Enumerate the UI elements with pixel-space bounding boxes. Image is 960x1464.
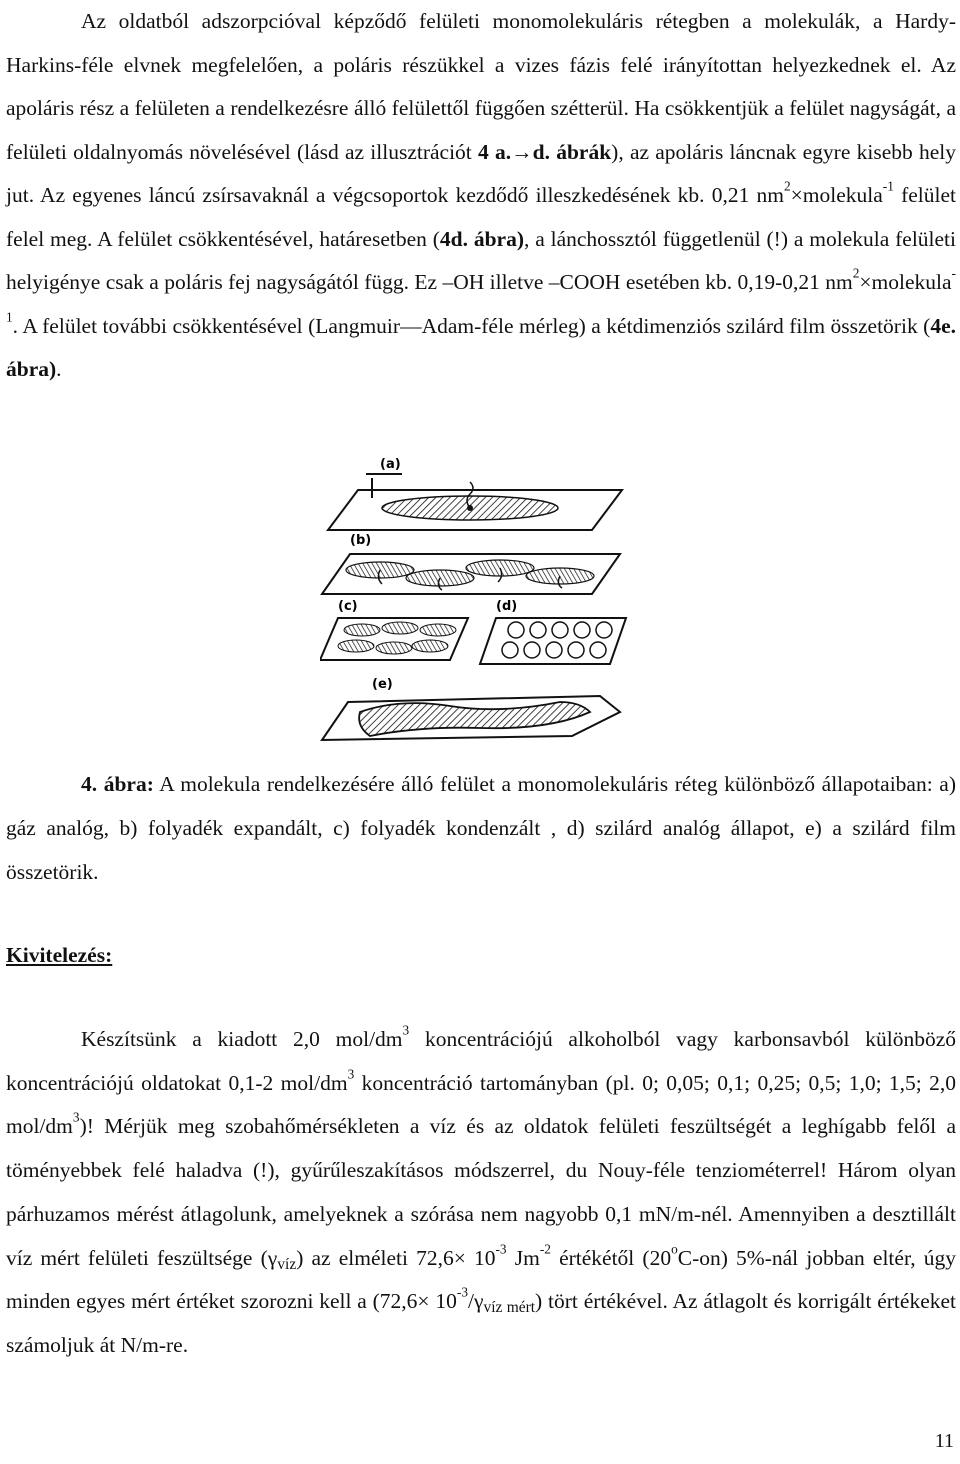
text-run: koncentráció tartományban (pl. 0; 0,05; 0,1; 0,25; 0,5; 1,0; 1,5; 2,0 mol/dm — [6, 1070, 957, 1139]
caption-label: 4. ábra: — [81, 772, 154, 796]
panel-d — [480, 599, 626, 664]
panel-label-c: (c) — [338, 599, 358, 614]
figure-caption — [6, 762, 956, 894]
superscript: -1 — [6, 265, 956, 325]
text-run: . A felület további csökkentésével (Langmuir—Adam-féle mérleg) a kétdimenziós szilárd film összetörik ( — [12, 313, 931, 338]
text-run: ) az elméleti 72,6× 10 — [296, 1245, 496, 1270]
page-number: 11 — [934, 1430, 954, 1452]
panel-a — [328, 457, 622, 530]
text-run: C-on) 5%-nál jobban eltér, úgy minden egyes mért értéket szorozni kell a (72,6× 10 — [6, 1245, 957, 1314]
superscript: -1 — [882, 178, 894, 194]
panel-label-b: (b) — [350, 533, 372, 548]
panel-e — [322, 677, 620, 740]
figure-reference: 4e. ábra) — [6, 313, 956, 381]
panel-c — [320, 599, 468, 660]
text-run: Készítsünk a kiadott 2,0 mol/dm — [81, 1027, 403, 1051]
text-run: értékétől (20 — [550, 1245, 672, 1270]
superscript: 3 — [402, 1022, 410, 1038]
figure-reference: 4d. ábra) — [439, 226, 524, 251]
section-heading: Kivitelezés: — [6, 943, 113, 967]
superscript: 2 — [852, 265, 860, 281]
text-run: felület felel meg. A felület csökkentésével, határesetben ( — [6, 183, 956, 251]
procedure-paragraph — [6, 1018, 956, 1368]
text-run: koncentrációjú alkoholból vagy karbonsavból különböző koncentrációjú oldatokat 0,1-2 mol/dm — [6, 1027, 957, 1095]
text-run: . — [56, 357, 62, 381]
text-run: )! Mérjük meg szobahőmérsékleten a víz és az oldatok felületi feszültségét a leghígabb felől a töményebbek felé haladva (!), gyűrűleszakításos módszerrel, du Nouy-féle tenziométerrel! Három olyan párhuzamos mérést átlagolunk, amelyeknek a szórása nem nagyobb 0,1 mN/m-nél. Amennyiben a desztillált víz mért felületi feszültsége (γ — [6, 1114, 956, 1270]
text-run: ×molekula — [790, 183, 883, 207]
text-run: ) tört értékével. Az átlagolt és korrigált értékeket számoljuk át N/m-re. — [6, 1289, 957, 1357]
panel-label-e: (e) — [372, 677, 393, 692]
subscript: víz mért — [483, 1299, 536, 1317]
subscript: víz — [277, 1255, 297, 1273]
caption-text: A molekula rendelkezésére álló felület a monomolekuláris réteg különböző állapotaiban: a) gáz analóg, b) folyadék expandált, c) folyadék kondenzált , d) szilárd analóg állapot, e) a szilárd film összetörik. — [6, 772, 956, 884]
panel-label-a: (a) — [380, 457, 401, 472]
text-run: , a lánchossztól függetlenül (!) a molekula felületi helyigénye csak a poláris fej nagyságától függ. Ez –OH illetve –COOH esetében kb. 0,19-0,21 nm — [6, 226, 956, 294]
superscript: 2 — [783, 178, 791, 194]
text-run: ×molekula — [859, 270, 952, 294]
superscript: -2 — [539, 1241, 551, 1257]
superscript: 3 — [347, 1066, 355, 1082]
superscript: -3 — [456, 1284, 468, 1300]
superscript: 3 — [72, 1110, 80, 1126]
text-run: /γ — [468, 1289, 484, 1314]
intro-paragraph — [6, 0, 956, 392]
superscript: o — [671, 1241, 678, 1257]
text-run: ), az apoláris láncnak egyre kisebb hely jut. Az egyenes láncú zsírsavaknál a végcsoportok kezdődő illeszkedésének kb. 0,21 nm — [6, 139, 956, 207]
text-run: Jm — [506, 1245, 540, 1270]
superscript: -3 — [495, 1241, 507, 1257]
text-run: Az oldatból adszorpcióval képződő felületi monomolekuláris rétegben a molekulák, a Hardy-Harkins-féle elvnek megfelelően, a poláris részükkel a vizes fázis felé irányítottan helyezkednek el. Az apoláris rész a felületen a rendelkezésre álló felülettől függően szétterül. Ha csökkentjük a felület nagyságát, a felületi oldalnyomás növelésével (lásd az illusztrációt — [6, 9, 956, 164]
panel-b — [322, 533, 620, 594]
monolayer-illustration — [320, 450, 630, 742]
figure-reference: 4 a.→d. ábrák — [478, 139, 612, 164]
panel-label-d: (d) — [496, 599, 518, 614]
